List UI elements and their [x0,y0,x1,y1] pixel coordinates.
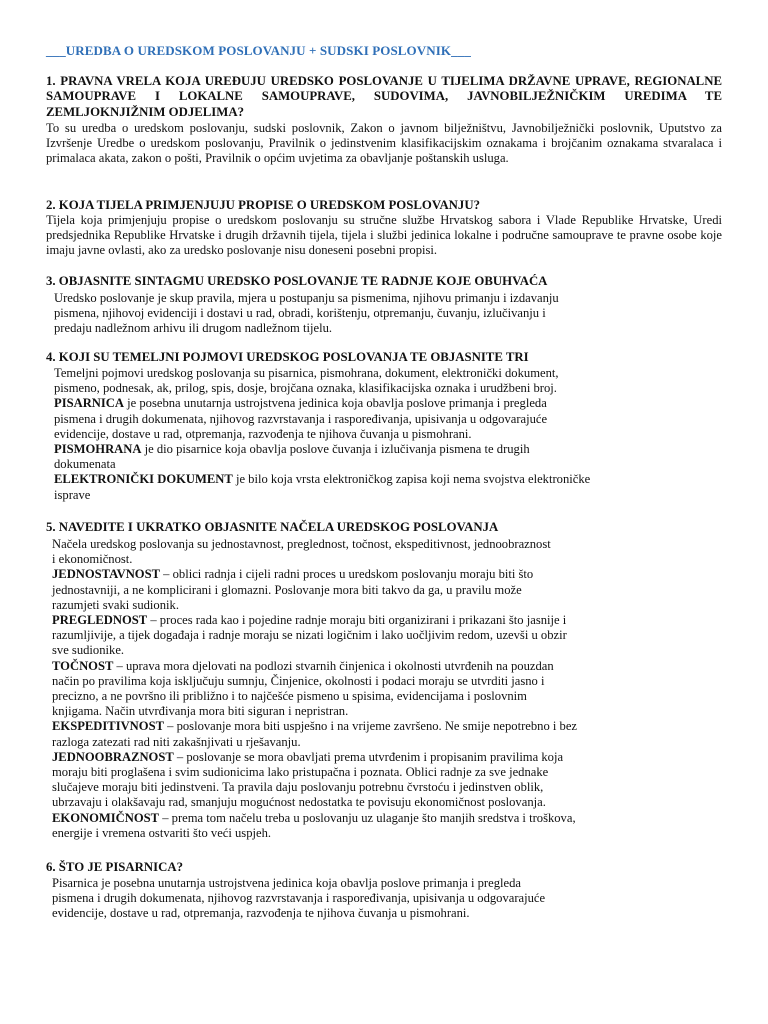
answer-line: i ekonomičnost. [52,552,133,567]
question-4-heading: 4. KOJI SU TEMELJNI POJMOVI UREDSKOG POSLOVANJA TE OBJASNITE TRI [46,350,529,364]
term-preglednost: PREGLEDNOST [52,613,148,628]
definition-elektronicki-dokument: ELEKTRONIČKI DOKUMENT je bilo koja vrsta elektroničkog zapisa koji nema svojstva elektroničke [54,472,591,487]
term-jednostavnost: JEDNOSTAVNOST [52,567,161,582]
term-jednoobraznost: JEDNOOBRAZNOST [52,749,174,764]
principle-jednostavnost: JEDNOSTAVNOST – oblici radnja i cijeli radni proces u uredskom poslovanju moraju biti što [52,567,534,582]
answer-line: slučajeve moraju biti jedinstveni. Ta pravila daju poslovanju potrebnu čvrstoću i jedinstven oblik, [52,780,544,795]
answer-line: razumjeti svaki sudionik. [52,597,179,612]
answer-line: Temeljni pojmovi uredskog poslovanja su pisarnica, pismohrana, dokument, elektronički dokument, [54,366,559,380]
question-3-heading: 3. OBJASNITE SINTAGMU UREDSKO POSLOVANJE TE RADNJE KOJE OBUHVAĆA [46,274,548,288]
principle-preglednost: PREGLEDNOST – proces rada kao i pojedine radnje moraju biti organizirani i prikazani što jasnije i [52,613,567,628]
answer-line: pismena i drugih dokumenata, njihovog razvrstavanja i raspoređivanja, upisivanja u odgovarajuće [54,411,548,426]
question-6-answer [52,876,728,922]
answer-line: energije i vremena ostvariti što veći uspjeh. [52,825,272,840]
answer-line: predaju nadležnom arhivu ili drugom nadležnom tijelu. [54,321,333,336]
principle-tocnost: TOČNOST – uprava mora djelovati na podlozi stvarnih činjenica i okolnosti utvrđenih na pouzdan [52,658,554,673]
question-2-heading: 2. KOJA TIJELA PRIMJENJUJU PROPISE O UREDSKOM POSLOVANJU? [46,198,480,212]
answer-line: razloga zatezati rad niti zakašnjivati u rješavanju. [52,734,301,749]
principle-jednoobraznost: JEDNOOBRAZNOST – poslovanje se mora obavljati prema utvrđenim i propisanim pravilima koja [52,749,564,764]
answer-line: način po pravilima koja isključuju sumnju, Činjenice, okolnosti i podaci moraju se utvrditi jasno i [52,673,545,688]
question-1-answer: To su uredba o uredskom poslovanju, sudski poslovnik, Zakon o javnom bilježništvu, Javnobilježnički poslovnik, Uputstvo za Izvršenje Uredbe o uredskom poslovanju, Pravilnik o jedinstvenim klasifikacijskim oznakama i brojčanim oznakama stvaralaca i primalaca akata, zakon o pošti, Pravilnik o općim uvjetima za obavljanje poštanskih usluga. [46,121,722,166]
principle-ekspeditivnost: EKSPEDITIVNOST – poslovanje mora biti uspješno i na vrijeme završeno. Ne smije nepotrebno i bez [52,719,578,734]
answer-line: knjigama. Način utvrđivanja mora biti siguran i nepristran. [52,704,349,719]
term-pismohrana: PISMOHRANA [54,442,142,457]
question-5-heading: 5. NAVEDITE I UKRATKO OBJASNITE NAČELA UREDSKOG POSLOVANJA [46,520,499,534]
question-1-heading: 1. PRAVNA VRELA KOJA UREĐUJU UREDSKO POSLOVANJE U TIJELIMA DRŽAVNE UPRAVE, REGIONALNE SAMOUPRAVE I LOKALNE SAMOUPRAVE, SUDOVIMA, JAVNOBILJEŽNIČKIM UREDIMA TE ZEMLJOKNJIŽNIM ODJELIMA? [46,74,722,119]
answer-line: pismena, njihovoj evidenciji i dostavi u rad, obradi, korištenju, otpremanju, čuvanju, izlučivanju i [54,306,546,321]
question-2-answer: Tijela koja primjenjuju propise o uredskom poslovanju su stručne službe Hrvatskog sabora i Vlade Republike Hrvatske, Uredi predsjednika Republike Hrvatske i drugih državnih tijela, tijela i službi jedinica lokalne i područne samouprave te pravne osobe koje imaju javne ovlasti, ako za uredsko poslovanje nisu doneseni posebni propisi. [46,213,722,258]
answer-line: evidencije, dostave u rad, otpremanja, razvođenja te njihova čuvanja u pismohrani. [54,426,472,441]
term-ekspeditivnost: EKSPEDITIVNOST [52,719,164,734]
answer-line: dokumenata [54,457,116,472]
question-4-answer [54,366,730,503]
answer-line: pismeno, podnesak, ak, prilog, spis, dosje, brojčana oznaka, klasifikacijska oznaka i urudžbeni broj. [54,381,557,396]
principle-ekonomicnost: EKONOMIČNOST – prema tom načelu treba u poslovanju uz ulaganje što manjih sredstva i troškova, [52,810,576,825]
question-3-answer [54,291,730,337]
answer-line: Uredsko poslovanje je skup pravila, mjera u postupanju sa pismenima, njihovu primanju i izdavanju [54,291,559,305]
answer-line: pismena i drugih dokumenata, njihovog razvrstavanja i raspoređivanja, upisivanja u odgovarajuće [52,891,546,906]
answer-line: jednostavniji, a ne komplicirani i glomazni. Poslovanje mora biti takvo da ga, u pravilu može [52,582,522,597]
definition-pismohrana: PISMOHRANA je dio pisarnice koja obavlja poslove čuvanja i izlučivanja pismena te drugih [54,442,530,457]
answer-line: Načela uredskog poslovanja su jednostavnost, preglednost, točnost, ekspeditivnost, jednoobraznost [52,537,551,551]
answer-line: Pisarnica je posebna unutarnja ustrojstvena jedinica koja obavlja poslove primanja i pregleda [52,876,521,890]
term-pisarnica: PISARNICA [54,396,124,411]
definition-pisarnica: PISARNICA je posebna unutarnja ustrojstvena jedinica koja obavlja poslove primanja i pregleda [54,396,547,411]
answer-line: isprave [54,487,91,502]
question-6-heading: 6. ŠTO JE PISARNICA? [46,860,184,874]
term-tocnost: TOČNOST [52,658,114,673]
question-5-answer [52,537,728,841]
answer-line: razumljivije, a tijek događaja i radnje moraju se nizati logičnim i lako uočljivim redom, uzevši u obzir [52,628,567,643]
answer-line: evidencije, dostave u rad, otpremanja, razvođenja te njihova čuvanja u pismohrani. [52,906,470,921]
answer-line: precizno, a ne površno ili približno i to najčešće pismeno u spisima, evidencijama i poslovnim [52,689,527,704]
answer-line: moraju biti proglašena i svim sudionicima lako pristupačna i poznata. Oblici radnje za sve jednake [52,765,549,780]
document-title: ___UREDBA O UREDSKOM POSLOVANJU + SUDSKI POSLOVNIK___ [46,43,471,58]
term-elektronicki-dokument: ELEKTRONIČKI DOKUMENT [54,472,233,487]
answer-line: ubrzavaju i olakšavaju rad, smanjuju mogućnost nedostatka te povisuju ekonomičnost poslovanja. [52,795,546,810]
term-ekonomicnost: EKONOMIČNOST [52,810,160,825]
answer-line: sve sudionike. [52,643,125,658]
